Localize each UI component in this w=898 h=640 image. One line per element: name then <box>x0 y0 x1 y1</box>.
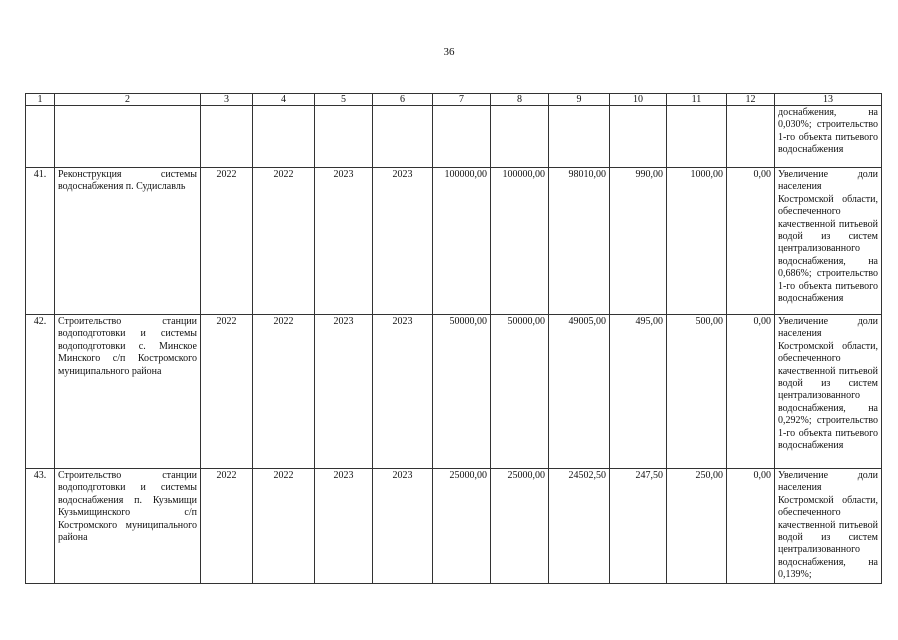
col-header: 5 <box>315 94 373 106</box>
value-cell: 2023 <box>373 469 433 584</box>
result-cell: Увеличение доли населения Костромской области, обеспеченного качественной питьевой водой из систем централизованного водоснабжения, на 0,686%; строительство 1-го объекта питьевого водоснабжения <box>775 168 882 315</box>
value-cell: 2022 <box>253 315 315 469</box>
object-name: Реконструкция системы водоснабжения п. Судиславль <box>55 168 201 315</box>
value-cell: 2022 <box>253 469 315 584</box>
result-cell: Увеличение доли населения Костромской области, обеспеченного качественной питьевой водой из систем централизованного водоснабжения, на 0,292%; строительство 1-го объекта питьевого водоснабжения <box>775 315 882 469</box>
col-header: 6 <box>373 94 433 106</box>
row-number: 42. <box>26 315 55 469</box>
col-header: 13 <box>775 94 882 106</box>
col-header: 3 <box>201 94 253 106</box>
col-header: 8 <box>491 94 549 106</box>
value-cell: 25000,00 <box>433 469 491 584</box>
result-cell: доснабжения, на 0,030%; строительство 1-го объекта питьевого водоснабжения <box>775 106 882 168</box>
table-row <box>26 168 882 315</box>
value-cell: 50000,00 <box>433 315 491 469</box>
object-name: Строительство станции водоподготовки и системы водоснабжения п. Кузьмищи Кузьмищинского с/п Костромского муниципального района <box>55 469 201 584</box>
table-row <box>26 315 882 469</box>
value-cell: 2022 <box>201 469 253 584</box>
column-number-row <box>26 94 882 106</box>
value-cell: 250,00 <box>667 469 727 584</box>
value-cell: 2023 <box>315 168 373 315</box>
value-cell: 49005,00 <box>549 315 610 469</box>
value-cell: 0,00 <box>727 469 775 584</box>
value-cell: 2023 <box>315 315 373 469</box>
value-cell: 100000,00 <box>491 168 549 315</box>
value-cell: 25000,00 <box>491 469 549 584</box>
col-header: 10 <box>610 94 667 106</box>
value-cell: 2022 <box>201 315 253 469</box>
value-cell: 500,00 <box>667 315 727 469</box>
col-header: 2 <box>55 94 201 106</box>
col-header: 12 <box>727 94 775 106</box>
value-cell: 247,50 <box>610 469 667 584</box>
col-header: 9 <box>549 94 610 106</box>
investment-table <box>25 93 882 584</box>
row-number: 43. <box>26 469 55 584</box>
value-cell: 100000,00 <box>433 168 491 315</box>
value-cell: 990,00 <box>610 168 667 315</box>
continuation-row <box>26 106 882 168</box>
page-number: 36 <box>443 46 455 58</box>
value-cell: 98010,00 <box>549 168 610 315</box>
value-cell: 2023 <box>373 315 433 469</box>
value-cell: 50000,00 <box>491 315 549 469</box>
col-header: 7 <box>433 94 491 106</box>
value-cell: 2023 <box>315 469 373 584</box>
value-cell: 495,00 <box>610 315 667 469</box>
result-cell: Увеличение доли населения Костромской области, обеспеченного качественной питьевой водой из систем централизованного водоснабжения, на 0,139%; <box>775 469 882 584</box>
col-header: 1 <box>26 94 55 106</box>
value-cell: 0,00 <box>727 315 775 469</box>
table-row <box>26 469 882 584</box>
value-cell: 2022 <box>253 168 315 315</box>
value-cell: 24502,50 <box>549 469 610 584</box>
row-number: 41. <box>26 168 55 315</box>
col-header: 4 <box>253 94 315 106</box>
value-cell: 2023 <box>373 168 433 315</box>
value-cell: 2022 <box>201 168 253 315</box>
value-cell: 0,00 <box>727 168 775 315</box>
value-cell: 1000,00 <box>667 168 727 315</box>
object-name: Строительство станции водоподготовки и системы водоподготовки с. Минское Минского с/п Костромского муниципального района <box>55 315 201 469</box>
col-header: 11 <box>667 94 727 106</box>
